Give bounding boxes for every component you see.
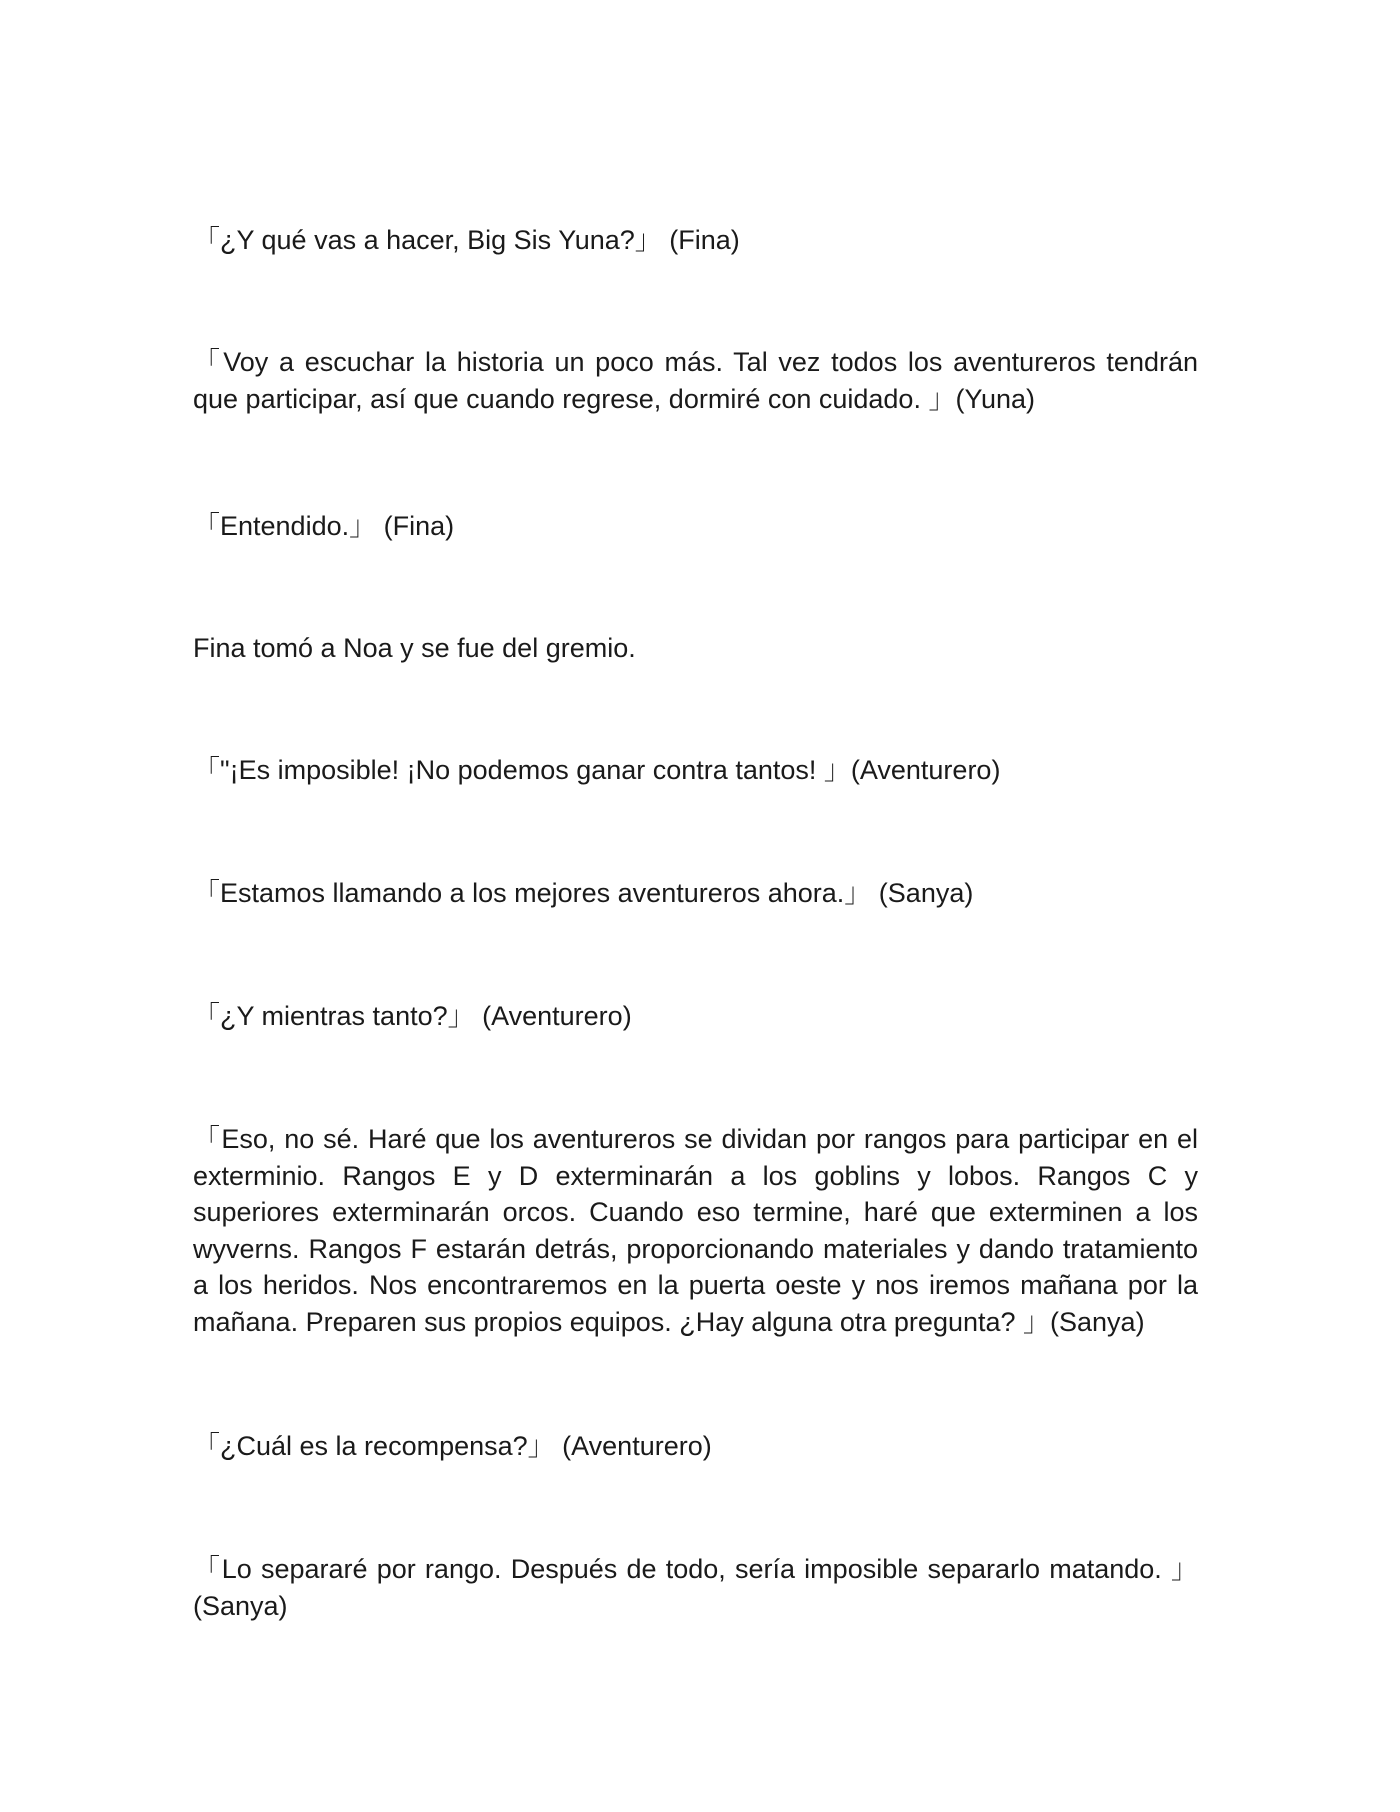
paragraph-yuna-reply: 「Voy a escuchar la historia un poco más. Tal vez todos los aventureros tendrán que participar, así que cuando regrese, dormiré con cuidado. 」(Yuna) [193, 347, 1198, 414]
paragraph-adventurer-meanwhile: 「¿Y mientras tanto?」 (Aventurero) [193, 1001, 632, 1031]
paragraph-adventurer-reward: 「¿Cuál es la recompensa?」 (Aventurero) [193, 1431, 712, 1461]
paragraph-narration: Fina tomó a Noa y se fue del gremio. [193, 633, 636, 663]
paragraph-sanya-plan: 「Eso, no sé. Haré que los aventureros se dividan por rangos para participar en el exterminio. Rangos E y D exterminarán a los goblins y lobos. Rangos C y superiores exterminarán orcos. Cuando eso termine, haré que exterminen a los wyverns. Rangos F estarán detrás, proporcionando materiales y dando tratamiento a los heridos. Nos encontraremos en la puerta oeste y nos iremos mañana por la mañana. Preparen sus propios equipos. ¿Hay alguna otra pregunta? 」(Sanya) [193, 1124, 1198, 1337]
paragraph-sanya-calling: 「Estamos llamando a los mejores aventureros ahora.」 (Sanya) [193, 878, 974, 908]
paragraph-fina-understood: 「Entendido.」 (Fina) [193, 511, 455, 541]
paragraph-sanya-rank: 「Lo separaré por rango. Después de todo, sería imposible separarlo matando. 」(Sanya) [193, 1554, 1198, 1621]
paragraph-fina-question: 「¿Y qué vas a hacer, Big Sis Yuna?」 (Fina) [193, 225, 740, 255]
paragraph-adventurer-impossible: 「"¡Es imposible! ¡No podemos ganar contra tantos! 」(Aventurero) [193, 755, 1001, 785]
